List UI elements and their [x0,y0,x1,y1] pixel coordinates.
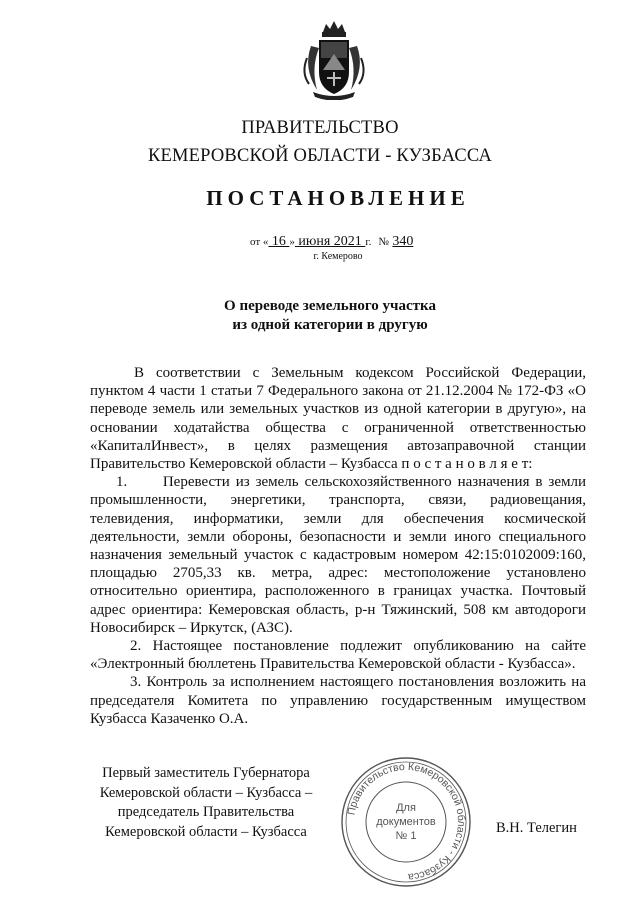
document-type-title: ПОСТАНОВЛЕНИЕ [206,186,470,210]
clause-2: 2. Настоящее постановление подлежит опубликованию на сайте «Электронный бюллетень Правительства Кемеровской области - Кузбасса». [90,638,586,673]
signatory-title-line4: Кемеровской области – Кузбасса [105,823,307,840]
date-year-suffix: г. [365,236,372,248]
number-sign: № [378,236,389,248]
official-stamp [339,755,473,889]
stamp-ring-text: Правительство Кемеровской области - Кузбасса [345,760,468,884]
document-body [90,364,586,728]
signatory-name: В.Н. Телегин [496,820,577,836]
date-close-quote: » [289,236,295,248]
coat-of-arms-icon [293,18,375,100]
date-day: 16 [268,234,290,249]
date-month-year: июня 2021 [294,234,366,249]
signatory-title-line1: Первый заместитель Губернатора [102,765,310,781]
city-name: г. Кемерово [313,251,363,262]
government-name-line1: ПРАВИТЕЛЬСТВО [241,118,399,138]
preamble-paragraph: В соответствии с Земельным кодексом Российской Федерации, пунктом 4 части 1 статьи 7 Федерального закона от 21.12.2004 № 172-ФЗ «О переводе земель или земельных участков из одной категории в другую», на основании ходатайства общества с ограниченной ответственностью «КапиталИнвест», в целях размещения автозаправочной станции Правительство Кемеровской области – Кузбасса п о с т а н о в л я е т: [90,365,586,473]
document-number: 340 [392,234,414,249]
clause-3: 3. Контроль за исполнением настоящего постановления возложить на председателя Комитета по управлению государственным имуществом Кузбасса Казаченко О.А. [90,674,586,727]
signatory-title [88,764,324,842]
subject-line2: из одной категории в другую [232,317,428,333]
clause-1: 1. Перевести из земель сельскохозяйственного назначения в земли промышленности, энергетики, транспорта, связи, радиовещания, телевидения, информатики, земли для обеспечения космической деятельности, земли обороны, безопасности и земли иного специального назначения земельный участок с кадастровым номером 42:15:0102009:160, площадью 2705,33 кв. метра, адрес: местоположение установлено относительно ориентира, расположенного в границах участка. Почтовый адрес ориентира: Кемеровская область, р-н Тяжинский, 508 км автодороги Новосибирск – Иркутск, (АЗС). [90,474,586,636]
date-prefix: от « [250,236,269,248]
stamp-center-line2: документов [376,816,436,828]
subject-line1: О переводе земельного участка [224,298,436,314]
stamp-center-line3: № 1 [395,830,417,842]
date-number-line [250,234,413,250]
signatory-title-line2: Кемеровской области – Кузбасса – [99,784,313,801]
government-name-line2: КЕМЕРОВСКОЙ ОБЛАСТИ - КУЗБАССА [147,146,493,166]
signatory-title-line3: председатель Правительства [117,804,295,820]
stamp-center-line1: Для [396,802,416,814]
